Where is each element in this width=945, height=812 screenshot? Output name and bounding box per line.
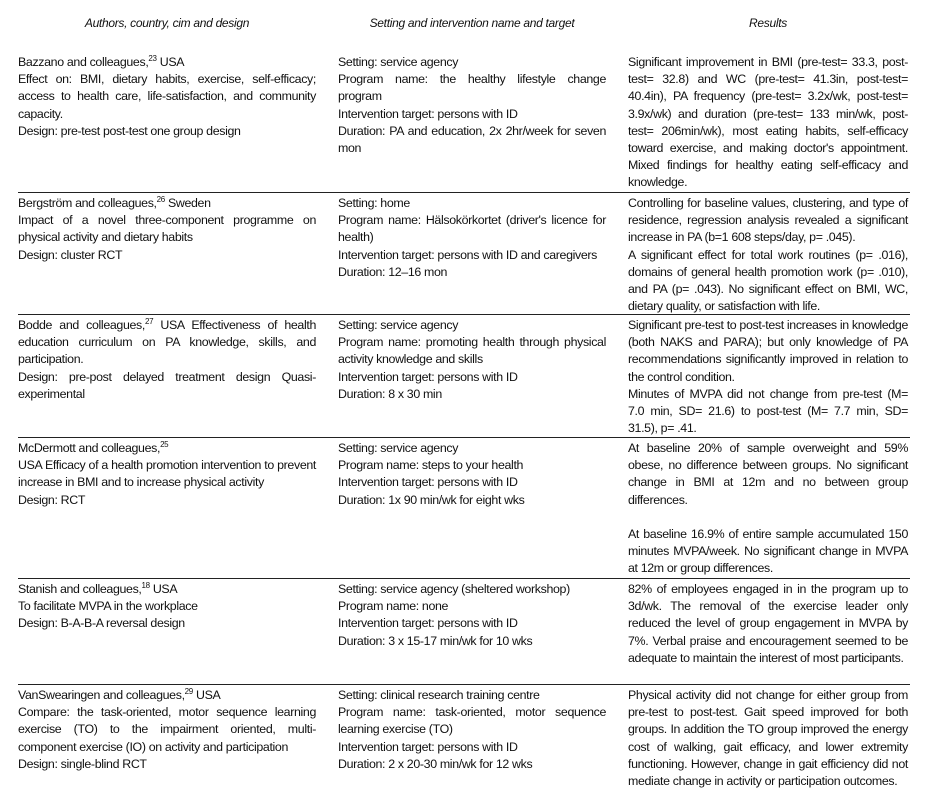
cell-line: Significant improvement in BMI (pre-test= 33.3, post-test= 32.8) and WC (pre-test= 41.3in, post-test= 40.4in), PA frequency (pre-test= 3.2x/wk, post-test= 3.9x/wk) and duration (pre-test= 133 min/wk, post-test= 206min/wk), most eating habits, self-efficacy toward exercise, and making doctor's appointment. Mixed findings for healthy eating self-efficacy and knowledge. [628, 55, 908, 190]
author-ref: 26 [156, 194, 165, 204]
author-name: Bazzano and colleagues, [18, 55, 149, 69]
cell-line: A significant effect for total work routines (p= .016), domains of general health promotion work (p= .010), and PA (p= .043). No significant effect on BMI, WC, dietary quality, or satisfaction with life. [628, 247, 908, 314]
cell-line: Setting: service agency [338, 441, 459, 455]
author-line [18, 195, 316, 212]
setting-cell [338, 317, 606, 403]
cell-line: Effect on: BMI, dietary habits, exercise, self-efficacy; access to health care, life-satisfaction, and community capacity. [18, 72, 316, 121]
setting-cell [338, 54, 606, 157]
table-row [18, 684, 910, 812]
cell-line: Intervention target: persons with ID [338, 475, 518, 490]
author-country: Sweden [164, 196, 211, 210]
author-name: McDermott and colleagues, [18, 441, 161, 455]
cell-line: Duration: 3 x 15-17 min/wk for 10 wks [338, 633, 533, 648]
table-row [18, 314, 910, 438]
cell-line: Program name: none [338, 599, 449, 614]
author-name: Bodde and colleagues, [18, 318, 145, 332]
cell-line: Physical activity did not change for either group from pre-test to post-test. Gait speed improved for both groups. In addition the TO group improved the energy cost of walking, gait efficacy, and lower extremity functioning. However, change in gait efficiency did not mediate change in activity or participation outcomes. [628, 688, 908, 789]
authors-cell [18, 440, 316, 509]
cell-line: To facilitate MVPA in the workplace [18, 599, 198, 614]
header-results: Results [749, 16, 787, 30]
author-country: USA [192, 688, 221, 702]
cell-line: Significant pre-test to post-test increases in knowledge (both NAKS and PARA); but only knowledge of PA recommendations significantly improved in relation to the control condition. [628, 318, 908, 384]
cell-line: Duration: PA and education, 2x 2hr/week for seven mon [338, 123, 606, 156]
authors-cell [18, 54, 316, 140]
setting-cell [338, 440, 606, 509]
author-line [18, 54, 316, 71]
cell-line: Impact of a novel three-component programme on physical activity and dietary habits [18, 213, 316, 245]
cell-line: Setting: service agency (sheltered workshop) [338, 582, 570, 596]
author-ref: 29 [184, 686, 193, 696]
table-row [18, 437, 910, 579]
author-country: USA [156, 55, 185, 69]
cell-line: Controlling for baseline values, clustering, and type of residence, regression analysis revealed a significant increase in PA (b=1 608 steps/day, p= .045). [628, 196, 908, 245]
cell-line: Intervention target: persons with ID [338, 616, 518, 631]
author-ref: 18 [141, 580, 150, 590]
author-name: Stanish and colleagues, [18, 582, 142, 596]
cell-line: Program name: promoting health through physical activity knowledge and skills [338, 335, 606, 367]
cell-line: Setting: service agency [338, 55, 459, 69]
authors-cell [18, 581, 316, 633]
cell-line: Setting: clinical research training centre [338, 688, 540, 702]
cell-line: Intervention target: persons with ID [338, 369, 518, 384]
author-country: USA [149, 582, 178, 596]
author-line [18, 317, 316, 369]
author-ref: 27 [144, 316, 154, 326]
cell-line: Design: RCT [18, 492, 86, 507]
author-ref: 25 [160, 439, 169, 449]
cell-line: Design: single-blind RCT [18, 756, 147, 771]
cell-line: Program name: task-oriented, motor sequence learning exercise (TO) [338, 705, 606, 737]
results-cell [628, 581, 908, 667]
setting-cell [338, 581, 606, 650]
table-row [18, 192, 910, 315]
author-line [18, 687, 316, 704]
cell-line: Program name: the healthy lifestyle change program [338, 72, 606, 104]
author-line [18, 440, 316, 457]
authors-cell [18, 195, 316, 264]
author-name: Bergström and colleagues, [18, 196, 157, 210]
results-cell [628, 54, 908, 192]
cell-line: Program name: Hälsokörkortet (driver's licence for health) [338, 213, 606, 245]
cell-line: Duration: 12–16 mon [338, 264, 448, 279]
results-cell [628, 687, 908, 790]
cell-line: Setting: home [338, 196, 410, 210]
cell-line: Setting: service agency [338, 318, 459, 332]
cell-line: Design: B-A-B-A reversal design [18, 616, 185, 631]
cell-line: Intervention target: persons with ID and caregivers [338, 247, 598, 262]
author-line [18, 581, 316, 598]
cell-line: Design: cluster RCT [18, 247, 123, 262]
results-cell [628, 317, 908, 437]
authors-cell [18, 317, 316, 403]
table-row [18, 52, 910, 192]
cell-line: At baseline 20% of sample overweight and 59% obese, no difference between groups. No significant change in BMI at 12m and no between group differences. [628, 441, 908, 507]
cell-line: Minutes of MVPA did not change from pre-test (M= 7.0 min, SD= 21.6) to post-test (M= 7.7 min, SD= 31.5), p= .41. [628, 386, 908, 436]
author-ref: 23 [148, 53, 157, 63]
cell-line: 82% of employees engaged in in the program up to 3d/wk. The removal of the exercise leader only reduced the level of group engagement in MVPA by 7%. Verbal praise and encouragement seemed to be adequate to maintain the interest of most participants. [628, 582, 908, 665]
cell-line: Duration: 2 x 20-30 min/wk for 12 wks [338, 756, 533, 771]
author-name: VanSwearingen and colleagues, [18, 688, 185, 702]
cell-line: Duration: 1x 90 min/wk for eight wks [338, 492, 525, 507]
cell-line: Compare: the task-oriented, motor sequence learning exercise (TO) to the impairment oriented, multi-component exercise (IO) on activity and participation [18, 705, 316, 754]
setting-cell [338, 687, 606, 773]
results-cell [628, 440, 908, 577]
cell-line: Program name: steps to your health [338, 458, 524, 473]
cell-line: USA Efficacy of a health promotion intervention to prevent increase in BMI and to increase physical activity [18, 458, 316, 490]
cell-line: At baseline 16.9% of entire sample accumulated 150 minutes MVPA/week. No significant change in MVPA at 12m or group differences. [628, 526, 908, 576]
cell-line: Design: pre-post delayed treatment design Quasi-experimental [18, 369, 316, 401]
authors-cell [18, 687, 316, 773]
cell-line: Design: pre-test post-test one group design [18, 123, 241, 138]
cell-line: Intervention target: persons with ID [338, 106, 518, 121]
table-row [18, 578, 910, 685]
header-authors: Authors, country, cim and design [84, 16, 250, 30]
author-country: USA Effectiveness of health education curriculum on PA knowledge, skills, and participation. [18, 318, 316, 367]
cell-line: Intervention target: persons with ID [338, 739, 518, 754]
results-cell [628, 195, 908, 315]
cell-line: Duration: 8 x 30 min [338, 386, 442, 401]
setting-cell [338, 195, 606, 281]
header-setting: Setting and intervention name and target [369, 16, 575, 30]
